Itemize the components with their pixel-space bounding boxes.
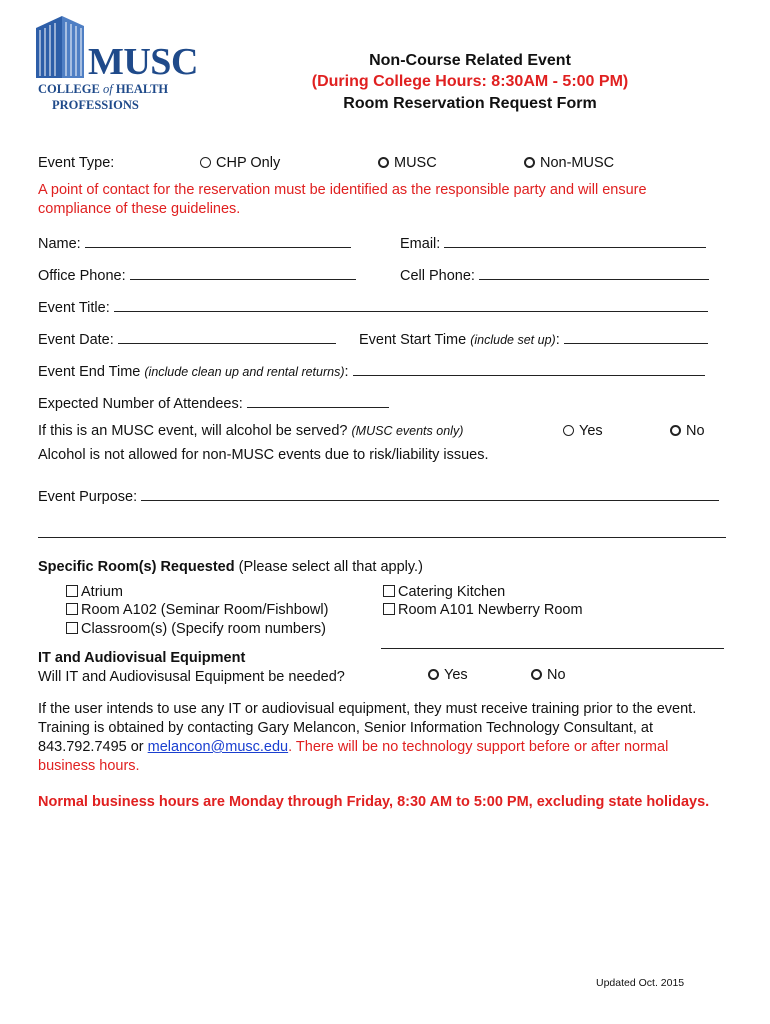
checkbox-icon[interactable]: [383, 585, 395, 597]
event-type-non-musc[interactable]: Non-MUSC: [524, 155, 614, 171]
end-time-field: Event End Time (include clean up and rental returns):: [38, 360, 705, 380]
checkbox-icon[interactable]: [383, 603, 395, 615]
contact-email-link[interactable]: melancon@musc.edu: [147, 739, 289, 755]
classroom-numbers-input[interactable]: [381, 633, 724, 649]
it-yes[interactable]: Yes: [428, 667, 468, 683]
event-date-field: Event Date:: [38, 328, 336, 348]
room-a102[interactable]: Room A102 (Seminar Room/Fishbowl): [66, 602, 328, 618]
event-type-musc[interactable]: MUSC: [378, 155, 437, 171]
rooms-heading: Specific Room(s) Requested (Please select all that apply.): [38, 559, 423, 575]
attendees-input[interactable]: [247, 392, 389, 408]
logo-line1: COLLEGE of HEALTH: [38, 82, 169, 96]
cell-phone-input[interactable]: [479, 264, 709, 280]
alcohol-no[interactable]: No: [670, 423, 705, 439]
checkbox-icon[interactable]: [66, 585, 78, 597]
office-phone-field: Office Phone:: [38, 264, 356, 284]
event-title-field: Event Title:: [38, 296, 708, 316]
cell-phone-field: Cell Phone:: [400, 264, 709, 284]
form-subtitle: Room Reservation Request Form: [343, 95, 597, 112]
radio-icon[interactable]: [428, 669, 439, 680]
checkbox-icon[interactable]: [66, 622, 78, 634]
room-classrooms[interactable]: Classroom(s) (Specify room numbers): [66, 621, 326, 637]
name-field: Name:: [38, 232, 351, 252]
musc-logo: [32, 14, 198, 114]
form-title: Non-Course Related Event: [369, 52, 571, 69]
alcohol-question: If this is an MUSC event, will alcohol be served? (MUSC events only): [38, 423, 464, 439]
training-note: If the user intends to use any IT or audiovisual equipment, they must receive training prior to the event. Training is obtained by contacting Gary Melancon, Senior Information Technology Consultant, at 843.792.7495 or melancon@musc.edu. There will be no technology support before or after normal business hours.: [38, 701, 697, 774]
event-type-label: Event Type:: [38, 155, 115, 171]
event-date-input[interactable]: [118, 328, 336, 344]
event-type-chp[interactable]: CHP Only: [200, 155, 280, 171]
event-purpose-line-2[interactable]: [38, 522, 726, 538]
radio-icon[interactable]: [200, 157, 211, 168]
end-time-input[interactable]: [353, 360, 705, 376]
email-field: Email:: [400, 232, 706, 252]
event-title-input[interactable]: [114, 296, 708, 312]
room-a101[interactable]: Room A101 Newberry Room: [383, 602, 583, 618]
radio-icon[interactable]: [524, 157, 535, 168]
radio-icon[interactable]: [531, 669, 542, 680]
email-input[interactable]: [444, 232, 706, 248]
attendees-field: Expected Number of Attendees:: [38, 392, 389, 412]
it-heading: IT and Audiovisual Equipment: [38, 650, 246, 666]
room-catering-kitchen[interactable]: Catering Kitchen: [383, 584, 505, 600]
building-icon: [32, 14, 88, 80]
it-question: Will IT and Audiovisusal Equipment be needed?: [38, 669, 345, 685]
event-purpose-field: Event Purpose:: [38, 485, 719, 505]
alcohol-notice: Alcohol is not allowed for non-MUSC events due to risk/liability issues.: [38, 447, 489, 463]
alcohol-yes[interactable]: Yes: [563, 423, 603, 439]
logo-name: MUSC: [88, 41, 198, 83]
start-time-field: Event Start Time (include set up):: [359, 328, 708, 348]
form-hours: (During College Hours: 8:30AM - 5:00 PM): [311, 73, 629, 90]
updated-date: Updated Oct. 2015: [596, 977, 685, 989]
radio-icon[interactable]: [670, 425, 681, 436]
radio-icon[interactable]: [378, 157, 389, 168]
business-hours-notice: Normal business hours are Monday through Friday, 8:30 AM to 5:00 PM, excluding state holidays.: [38, 794, 710, 810]
radio-icon[interactable]: [563, 425, 574, 436]
start-time-input[interactable]: [564, 328, 708, 344]
event-purpose-input[interactable]: [141, 485, 719, 501]
logo-line2: PROFESSIONS: [52, 98, 139, 112]
checkbox-icon[interactable]: [66, 603, 78, 615]
room-atrium[interactable]: Atrium: [66, 584, 123, 600]
office-phone-input[interactable]: [130, 264, 356, 280]
contact-note: A point of contact for the reservation must be identified as the responsible party and will ensure compliance of these guidelines.: [38, 182, 647, 217]
it-no[interactable]: No: [531, 667, 566, 683]
name-input[interactable]: [85, 232, 351, 248]
